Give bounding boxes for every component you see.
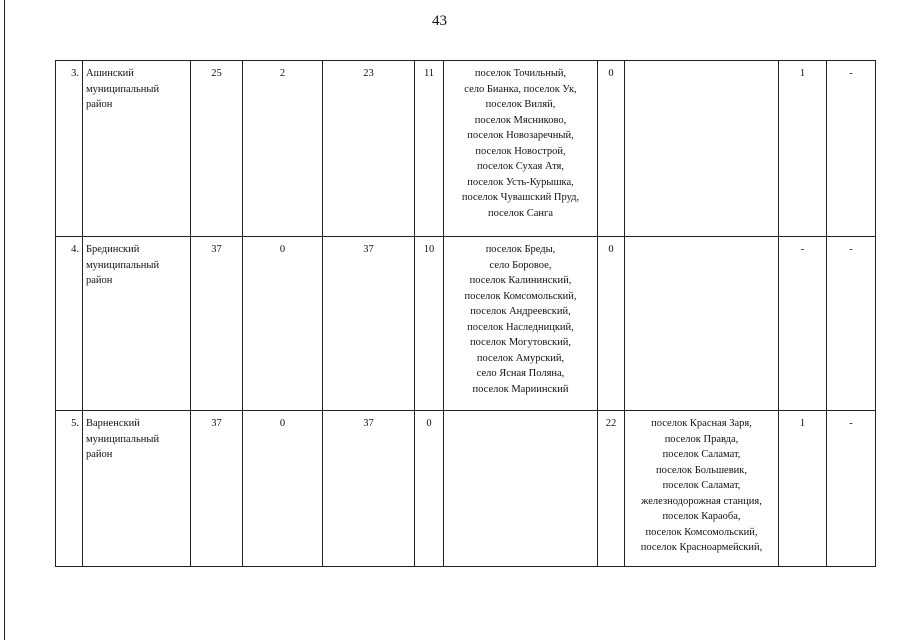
settlement-item: поселок Красноармейский, (640, 542, 763, 553)
district-name-cell (83, 61, 191, 237)
settlements-list-cell-2 (625, 61, 779, 237)
row-number-cell: 5. (56, 411, 83, 567)
district-name-line: муниципальный (86, 259, 160, 271)
settlements-list-cell-2 (625, 411, 779, 567)
settlement-item: поселок Комсомольский, (464, 290, 577, 302)
settlement-item: поселок Точильный, (474, 68, 567, 79)
value-cell-2: 0 (243, 411, 323, 567)
settlement-item: поселок Большевик, (655, 464, 747, 476)
value-cell-6: - (779, 237, 827, 411)
value-cell-1: 37 (191, 411, 243, 567)
table-row (56, 61, 876, 237)
settlement-item: поселок Новострой, (475, 145, 566, 157)
settlements-list-cell-1 (444, 61, 598, 237)
settlement-item: поселок Чувашский Пруд, (461, 192, 580, 203)
value-cell-3: 37 (323, 237, 415, 411)
district-name-cell (83, 237, 191, 411)
value-cell-2: 2 (243, 61, 323, 237)
settlement-item: поселок Наследницкий, (467, 321, 574, 333)
value-cell-4: 11 (415, 61, 444, 237)
settlement-item: поселок Виляй, (485, 99, 556, 110)
settlement-item: поселок Саламат, (662, 480, 741, 491)
value-cell-3: 23 (323, 61, 415, 237)
value-cell-1: 25 (191, 61, 243, 237)
settlement-item: поселок Мариинский (472, 383, 569, 395)
settlement-item: поселок Санга (487, 207, 554, 219)
settlement-item: село Бианка, поселок Ук, (464, 83, 577, 95)
left-margin-line (4, 0, 5, 640)
table-row (56, 237, 876, 411)
value-cell-7: - (827, 411, 876, 567)
value-cell-4: 10 (415, 237, 444, 411)
value-cell-6: 1 (779, 61, 827, 237)
page-number: 43 (432, 13, 447, 29)
settlement-item: железнодорожная станция, (641, 495, 762, 507)
value-cell-5: 22 (598, 411, 625, 567)
value-cell-5: 0 (598, 237, 625, 411)
district-name-line: Брединский (86, 244, 140, 255)
settlements-list-cell-2 (625, 237, 779, 411)
value-cell-1: 37 (191, 237, 243, 411)
settlement-item: село Боровое, (489, 259, 552, 271)
settlements-list-cell-1 (444, 237, 598, 411)
settlement-item: поселок Комсомольский, (645, 526, 758, 538)
settlement-item: село Ясная Поляна, (476, 368, 565, 379)
settlement-item: поселок Усть-Курышка, (467, 176, 574, 188)
district-name-line: Варненский (86, 418, 140, 429)
settlement-item: поселок Мясниково, (474, 114, 567, 126)
settlements-list-cell-1 (444, 411, 598, 567)
settlement-item: поселок Сухая Атя, (477, 161, 564, 172)
settlement-item: поселок Правда, (664, 433, 739, 445)
district-name-line: район (86, 99, 113, 110)
value-cell-7: - (827, 237, 876, 411)
districts-table (55, 60, 876, 567)
settlement-item: поселок Саламат, (662, 449, 741, 460)
district-name-line: район (86, 449, 113, 460)
value-cell-5: 0 (598, 61, 625, 237)
settlement-item: поселок Калининский, (469, 275, 572, 286)
settlement-item: поселок Караоба, (662, 511, 741, 522)
row-number-cell: 4. (56, 237, 83, 411)
value-cell-2: 0 (243, 237, 323, 411)
table-row (56, 411, 876, 567)
settlement-item: поселок Амурский, (476, 352, 565, 364)
value-cell-4: 0 (415, 411, 444, 567)
district-name-line: муниципальный (86, 433, 160, 445)
district-name-cell (83, 411, 191, 567)
settlement-item: поселок Новозаречный, (467, 130, 574, 141)
settlement-item: поселок Андреевский, (470, 306, 571, 317)
settlement-item: поселок Красная Заря, (651, 418, 752, 429)
district-name-line: Ашинский (86, 68, 134, 79)
district-name-line: муниципальный (86, 83, 160, 95)
settlement-item: поселок Могутовский, (470, 337, 571, 348)
value-cell-7: - (827, 61, 876, 237)
row-number-cell: 3. (56, 61, 83, 237)
value-cell-6: 1 (779, 411, 827, 567)
settlement-item: поселок Бреды, (485, 244, 556, 255)
district-name-line: район (86, 275, 113, 286)
value-cell-3: 37 (323, 411, 415, 567)
table-body (56, 61, 876, 567)
